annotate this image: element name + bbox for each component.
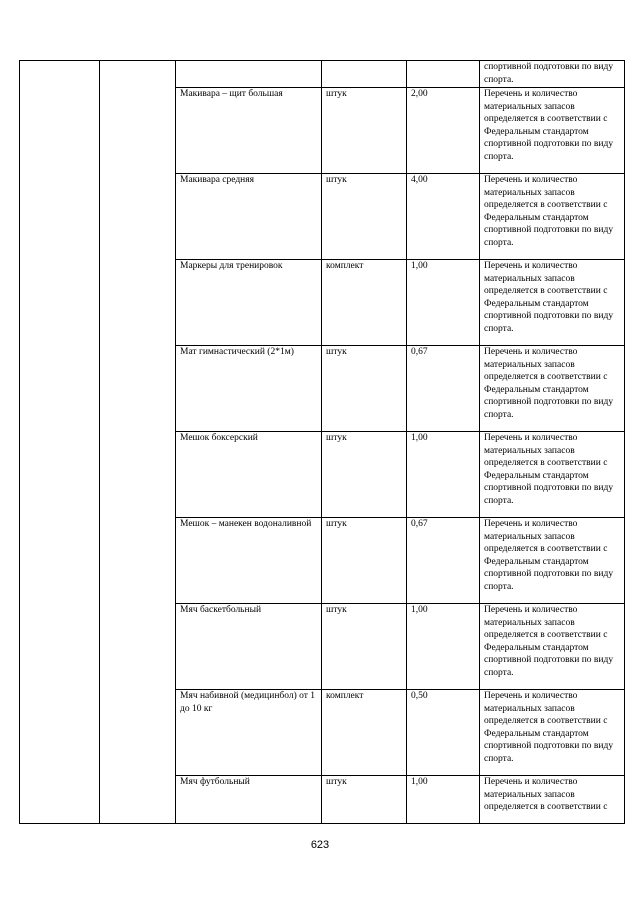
item-name-cell: Маркеры для тренировок bbox=[176, 260, 322, 346]
item-name-cell: Макивара средняя bbox=[176, 174, 322, 260]
unit-cell: комплект bbox=[322, 690, 407, 776]
note-cell: Перечень и количество материальных запасов определяется в соответствии с Федеральным стандартом спортивной подготовки по виду спорта. bbox=[480, 604, 625, 690]
unit-cell: штук bbox=[322, 346, 407, 432]
quantity-cell bbox=[407, 61, 480, 88]
note-cell: Перечень и количество материальных запасов определяется в соответствии с bbox=[480, 776, 625, 824]
table-row bbox=[20, 61, 625, 88]
quantity-cell: 2,00 bbox=[407, 88, 480, 174]
blank-column-1 bbox=[20, 61, 100, 824]
item-name-cell: Мяч баскетбольный bbox=[176, 604, 322, 690]
note-cell: Перечень и количество материальных запасов определяется в соответствии с Федеральным стандартом спортивной подготовки по виду спорта. bbox=[480, 88, 625, 174]
item-name-cell: Мяч футбольный bbox=[176, 776, 322, 824]
note-cell: Перечень и количество материальных запасов определяется в соответствии с Федеральным стандартом спортивной подготовки по виду спорта. bbox=[480, 690, 625, 776]
unit-cell: штук bbox=[322, 776, 407, 824]
blank-column-2 bbox=[100, 61, 176, 824]
quantity-cell: 1,00 bbox=[407, 432, 480, 518]
item-name-cell: Мяч набивной (медицинбол) от 1 до 10 кг bbox=[176, 690, 322, 776]
item-name-cell: Макивара – щит большая bbox=[176, 88, 322, 174]
quantity-cell: 0,67 bbox=[407, 518, 480, 604]
quantity-cell: 4,00 bbox=[407, 174, 480, 260]
item-name-cell: Мешок – манекен водоналивной bbox=[176, 518, 322, 604]
unit-cell: штук bbox=[322, 432, 407, 518]
note-cell: Перечень и количество материальных запасов определяется в соответствии с Федеральным стандартом спортивной подготовки по виду спорта. bbox=[480, 518, 625, 604]
note-cell: Перечень и количество материальных запасов определяется в соответствии с Федеральным стандартом спортивной подготовки по виду спорта. bbox=[480, 346, 625, 432]
quantity-cell: 1,00 bbox=[407, 260, 480, 346]
note-cell: Перечень и количество материальных запасов определяется в соответствии с Федеральным стандартом спортивной подготовки по виду спорта. bbox=[480, 174, 625, 260]
note-cell: Перечень и количество материальных запасов определяется в соответствии с Федеральным стандартом спортивной подготовки по виду спорта. bbox=[480, 432, 625, 518]
unit-cell bbox=[322, 61, 407, 88]
equipment-table bbox=[19, 60, 625, 824]
note-cell: Перечень и количество материальных запасов определяется в соответствии с Федеральным стандартом спортивной подготовки по виду спорта. bbox=[480, 260, 625, 346]
item-name-cell: Мат гимнастический (2*1м) bbox=[176, 346, 322, 432]
unit-cell: штук bbox=[322, 518, 407, 604]
note-cell: спортивной подготовки по виду спорта. bbox=[480, 61, 625, 88]
item-name-cell: Мешок боксерский bbox=[176, 432, 322, 518]
quantity-cell: 0,67 bbox=[407, 346, 480, 432]
unit-cell: штук bbox=[322, 604, 407, 690]
quantity-cell: 0,50 bbox=[407, 690, 480, 776]
unit-cell: комплект bbox=[322, 260, 407, 346]
unit-cell: штук bbox=[322, 88, 407, 174]
quantity-cell: 1,00 bbox=[407, 604, 480, 690]
quantity-cell: 1,00 bbox=[407, 776, 480, 824]
page-number: 623 bbox=[310, 839, 330, 851]
unit-cell: штук bbox=[322, 174, 407, 260]
item-name-cell bbox=[176, 61, 322, 88]
